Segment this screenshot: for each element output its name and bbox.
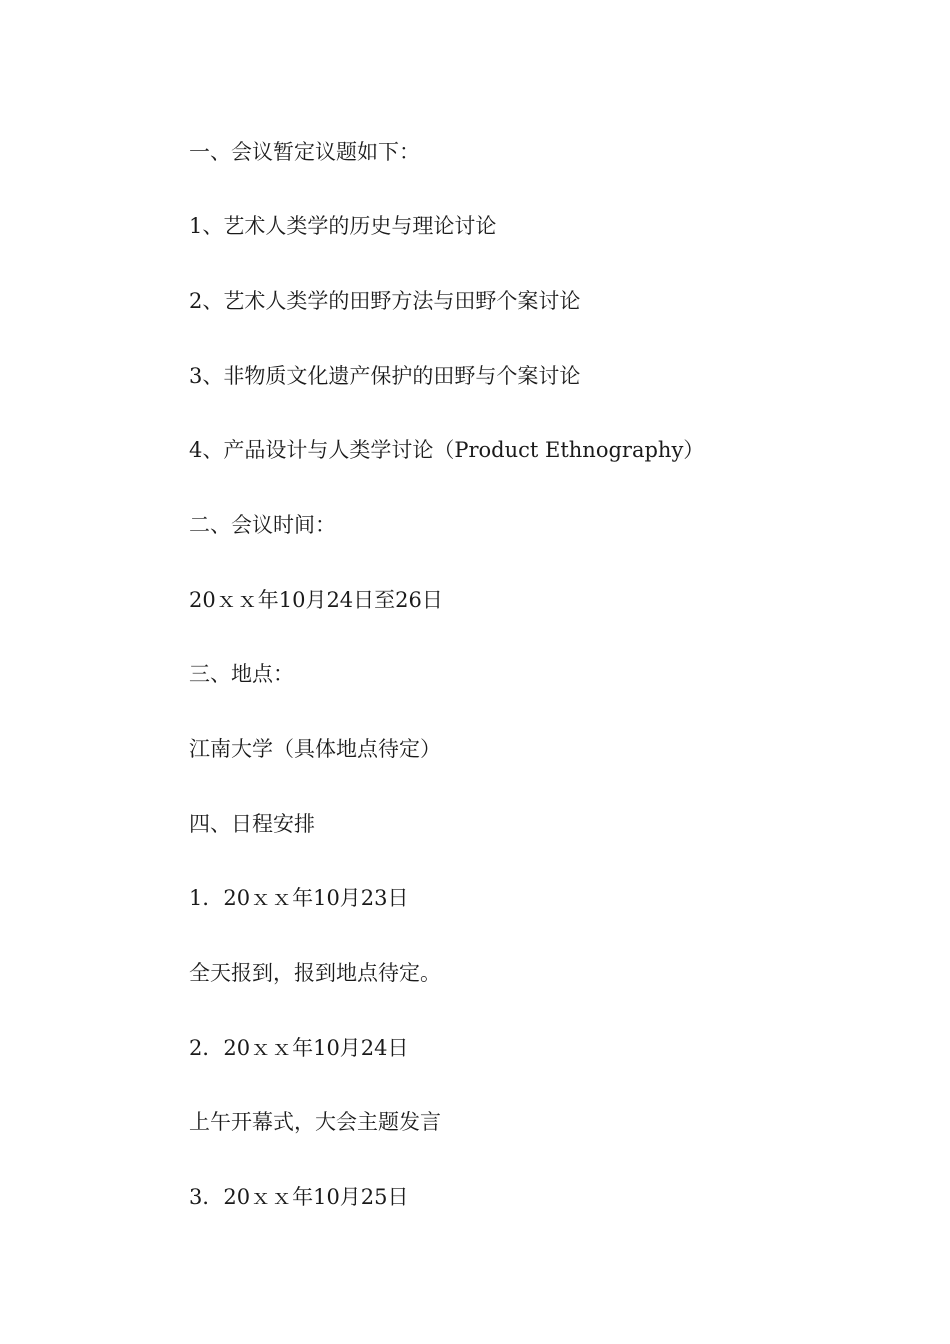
meeting-location: 江南大学（具体地点待定） — [189, 737, 441, 761]
topic-item-1: 1、艺术人类学的历史与理论讨论 — [189, 214, 497, 238]
section-heading-schedule: 四、日程安排 — [189, 812, 315, 836]
meeting-dates: 20ｘｘ年10月24日至26日 — [189, 588, 443, 612]
topic-item-3: 3、非物质文化遗产保护的田野与个案讨论 — [189, 364, 581, 388]
schedule-day-2-detail: 上午开幕式，大会主题发言 — [189, 1110, 441, 1134]
topic-item-2: 2、艺术人类学的田野方法与田野个案讨论 — [189, 289, 581, 313]
topic-item-4: 4、产品设计与人类学讨论（Product Ethnography） — [189, 438, 705, 462]
schedule-day-3-date: 3．20ｘｘ年10月25日 — [189, 1185, 409, 1209]
schedule-day-1-date: 1．20ｘｘ年10月23日 — [189, 886, 409, 910]
section-heading-location: 三、地点： — [189, 662, 294, 686]
section-heading-time: 二、会议时间： — [189, 513, 336, 537]
schedule-day-2-date: 2．20ｘｘ年10月24日 — [189, 1036, 409, 1060]
schedule-day-1-detail: 全天报到，报到地点待定。 — [189, 961, 441, 985]
section-heading-topics: 一、会议暂定议题如下： — [189, 140, 420, 164]
